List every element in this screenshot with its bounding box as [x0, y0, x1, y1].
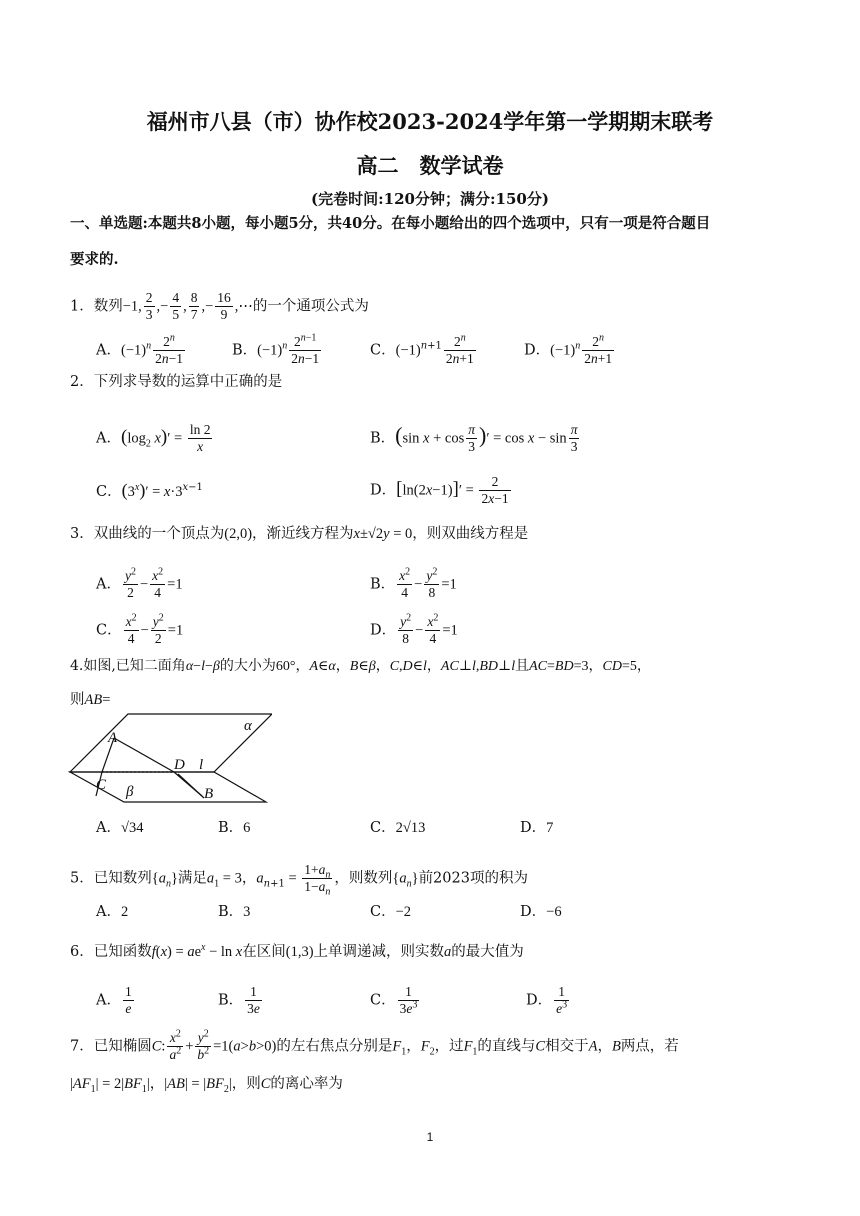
question-6-option-d: D． $\frac{1}{e^3}$	[526, 984, 568, 1016]
question-6-option-b: B． $\frac{1}{3e}$	[218, 984, 260, 1016]
question-1-option-b: B．$(-1)^n$ $\frac{2^{n-1}}{2n-1}$	[232, 332, 320, 366]
question-6-stem: 6．已知函数$f(x) = ae^x - \ln x$在区间(1,3)上单调递减，则实数a的最大值为	[70, 942, 524, 960]
page-number: 1	[426, 1130, 434, 1144]
question-2-option-a: A．($\log_2$ x)′ = $\frac{\ln 2}{x}$	[96, 422, 211, 454]
question-5-stem: 5．已知数列$\{a_n\}$满足$a_1 = 3$，$a_{n+1}$ = $\frac{1+a_n}{1-a_n}$ ，则数列$\{a_n\}$前2023项的积为	[70, 862, 528, 898]
label-l: l	[199, 757, 204, 773]
label-A: A	[108, 730, 118, 746]
question-1-option-d: D．$(-1)^n$ $\frac{2^n}{2n+1}$	[524, 332, 613, 366]
question-5-option-d: D．−6	[520, 904, 562, 920]
label-alpha: α	[244, 718, 252, 734]
question-5-option-b: B．3	[218, 904, 251, 920]
question-2-option-b: B．(sin x + cos $\frac{\pi}{3}$ )′ = cos x − sin $\frac{\pi}{3}$	[370, 422, 578, 454]
label-C: C	[96, 777, 107, 793]
question-6-option-c: C． $\frac{1}{3e^3}$	[370, 984, 418, 1016]
question-4-option-a: A．√34	[96, 820, 144, 836]
label-beta: β	[126, 784, 134, 800]
exam-title: 福州市八县（市）协作校2023-2024学年第一学期期末联考	[146, 109, 714, 134]
question-1-option-c: C．$(-1)^{n+1}$ $\frac{2^n}{2n+1}$	[370, 332, 474, 366]
question-2-option-c: C．$(3^x)' = x\cdot 3^{x-1}$	[96, 480, 203, 500]
dihedral-angle-figure	[66, 710, 272, 806]
question-4-option-c: C．2√13	[370, 820, 426, 836]
question-4-option-b: B．6	[218, 820, 251, 836]
question-7-stem-line2: $|AF_1| = 2|BF_1|$，$|AB| = |BF_2|$，则C的离心率为	[70, 1076, 343, 1095]
question-4-stem-line2: 则AB=	[70, 692, 111, 708]
segment-AD	[114, 738, 174, 772]
exam-subtitle: 高二 数学试卷	[356, 153, 504, 178]
question-5-option-c: C．−2	[370, 904, 412, 920]
question-6-option-a: A． $\frac{1}{e}$	[96, 984, 132, 1016]
question-3-stem: 3．双曲线的一个顶点为(2,0)，渐近线方程为x±√2y = 0，则双曲线方程是	[70, 526, 529, 542]
question-1-option-a: A．$(-1)^n$ $\frac{2^n}{2n-1}$	[96, 332, 183, 366]
label-D: D	[174, 757, 185, 773]
exam-info: (完卷时间:120分钟；满分:150分)	[311, 190, 549, 208]
section1-heading-line1: 一、单选题:本题共8小题，每小题5分，共40分。在每小题给出的四个选项中，只有一项是符合题目	[70, 215, 711, 232]
question-4-option-d: D．7	[520, 820, 554, 836]
question-3-option-d: D． $\frac{y^2}{8}$ − $\frac{x^2}{4}$ =1	[370, 612, 458, 646]
question-3-option-a: A． $\frac{y^2}{2}$ − $\frac{x^2}{4}$ =1	[96, 566, 183, 600]
question-2-stem: 2．下列求导数的运算中正确的是	[70, 374, 283, 390]
question-5-option-a: A．2	[96, 904, 129, 920]
question-3-option-b: B． $\frac{x^2}{4}$ − $\frac{y^2}{8}$ =1	[370, 566, 457, 600]
section1-heading-line2: 要求的.	[70, 251, 119, 268]
segment-DB-second	[178, 774, 204, 798]
label-B: B	[204, 786, 214, 802]
question-3-option-c: C． $\frac{x^2}{4}$ − $\frac{y^2}{2}$ =1	[96, 612, 184, 646]
question-7-stem: 7．已知椭圆C: $\frac{x^2}{a^2}$ + $\frac{y^2}{b^2}$ =1(a>b>0)的左右焦点分别是$F_1$，$F_2$，过$F_1$的直线与C相交于A，B两点，若	[70, 1028, 679, 1062]
plane-alpha-outline	[70, 714, 272, 772]
question-4-stem: 4.如图,已知二面角α−l−β的大小为60°，A∈α，B∈β，C,D∈l，AC⊥l,BD⊥l且AC=BD=3，CD=5，	[70, 658, 651, 674]
question-1-stem: 1．数列−1, $\frac{2}{3}$ ,− $\frac{4}{5}$ , $\frac{8}{7}$ ,− $\frac{16}{9}$ ,⋯的一个通项公式为	[70, 290, 369, 322]
question-2-option-d: D．[ln(2x−1)]′ = $\frac{2}{2x-1}$	[370, 474, 509, 506]
